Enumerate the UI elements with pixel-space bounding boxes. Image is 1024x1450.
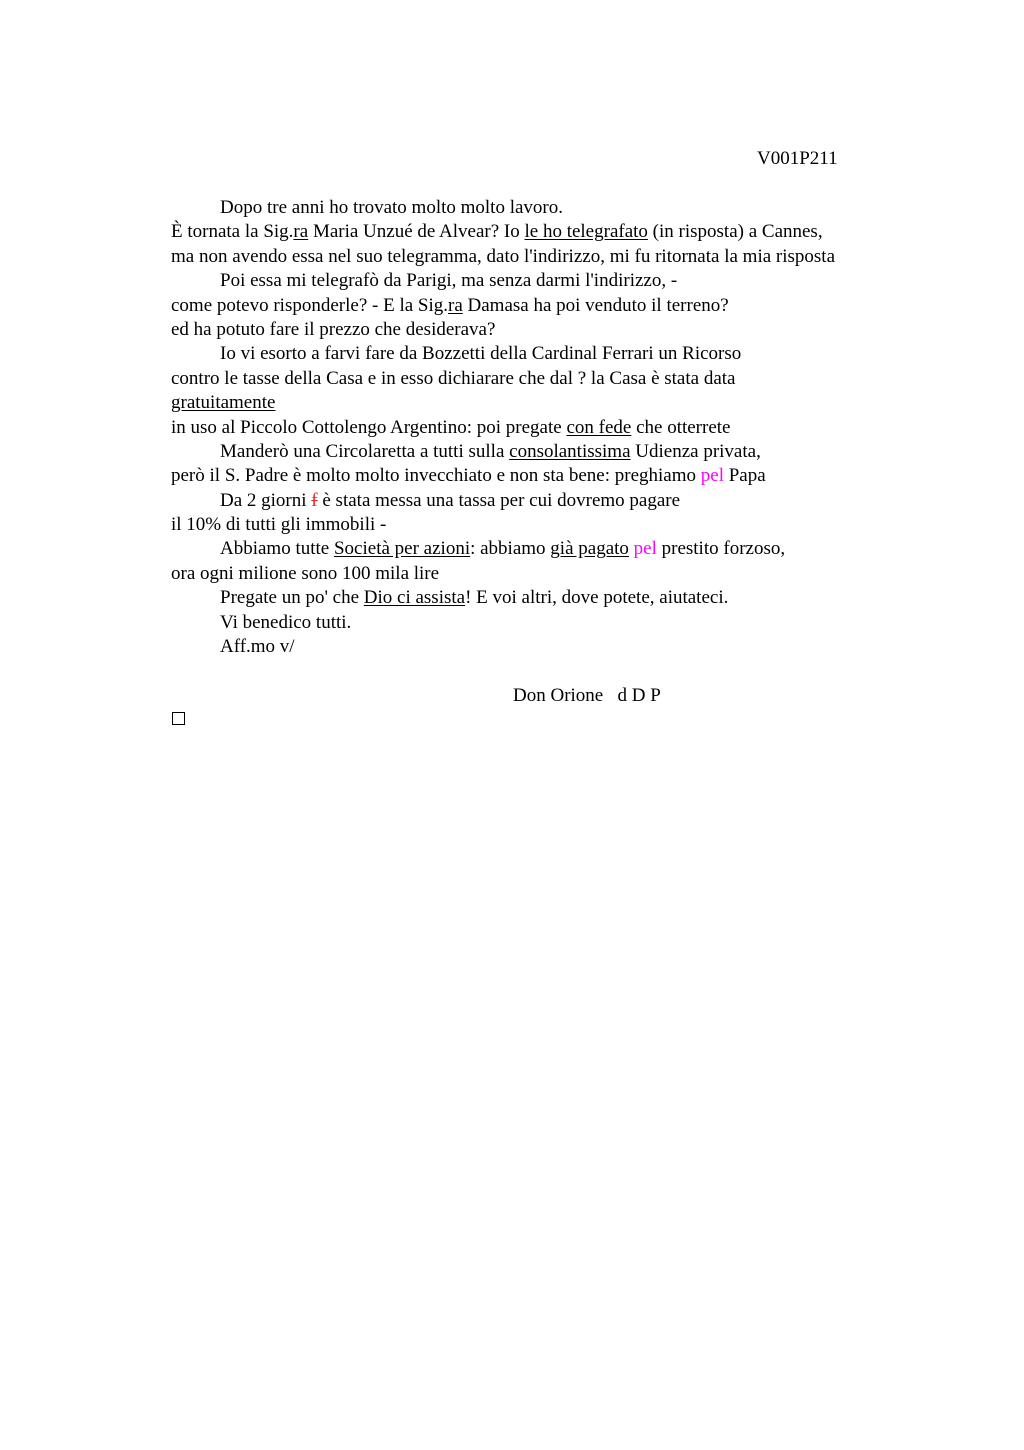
letter-line [171,440,931,464]
highlighted-word: pel [700,465,724,487]
text-segment: Maria Unzué de Alvear? Io [308,221,525,243]
text-segment: Damasa ha poi venduto il terreno? [462,294,729,316]
text-segment: Dopo tre anni ho trovato molto molto lavoro. [220,197,564,218]
letter-line [171,513,931,537]
square-outline-icon [172,712,185,725]
letter-line [171,294,931,318]
text-segment: prestito forzoso, [656,538,786,560]
text-segment: Da 2 giorni [220,489,312,511]
letter-line [171,611,931,635]
underlined-text: consolantissima [509,440,631,462]
text-segment: (in risposta) a Cannes, [647,221,823,243]
text-segment: in uso al Piccolo Cottolengo Argentino: poi pregate [171,416,567,438]
underlined-text: già pagato [550,538,629,560]
text-segment: però il S. Padre è molto molto invecchiato e non sta bene: preghiamo [171,465,701,487]
text-segment: Udienza privata, [630,440,761,462]
text-segment: Abbiamo tutte [220,538,334,560]
underlined-text: gratuitamente [171,392,276,414]
text-segment: Papa [723,465,766,487]
letter-line [171,196,931,220]
text-segment: che otterrete [631,416,731,438]
text-segment: Poi essa mi telegrafò da Parigi, ma senza darmi l'indirizzo, - [220,270,678,292]
text-segment: il 10% di tutti gli immobili - [171,514,387,536]
underlined-text: ra [448,294,463,316]
letter-line [171,562,931,586]
letter-line [171,635,931,659]
text-segment: è stata messa una tassa per cui dovremo pagare [317,489,681,511]
underlined-text: Dio ci assista [363,587,466,609]
letter-line [171,342,931,366]
underlined-text: Società per azioni [333,538,471,560]
text-segment: Aff.mo v/ [220,636,295,658]
page-id: V001P211 [757,148,838,169]
highlighted-word: pel [633,538,657,560]
text-segment: ed ha potuto fare il prezzo che desiderava? [171,318,496,340]
underlined-text: ra [293,221,309,243]
letter-line [171,367,931,391]
text-segment: È tornata la Sig. [171,221,294,243]
signature: Don Orione d D P [513,685,661,706]
underlined-text: le ho telegrafato [524,221,648,243]
text-segment: contro le tasse della Casa e in esso dichiarare che dal ? la Casa è stata data [171,367,736,389]
letter-line [171,220,931,244]
text-segment: Manderò una Circolaretta a tutti sulla [220,440,510,462]
struck-through-text: f [311,489,318,511]
letter-line [171,464,931,488]
text-segment: Pregate un po' che [220,587,364,609]
letter-body [171,196,931,659]
letter-line [171,537,931,561]
letter-line [171,245,931,269]
letter-line [171,489,931,513]
text-segment: ! E voi altri, dove potete, aiutateci. [465,587,729,609]
letter-line [171,416,931,440]
text-segment: ma non avendo essa nel suo telegramma, dato l'indirizzo, mi fu ritornata la mia risposta [171,245,836,267]
text-segment: : abbiamo [470,538,551,560]
letter-line [171,318,931,342]
letter-line [171,391,931,415]
text-segment: Vi benedico tutti. [220,611,352,633]
letter-line [171,269,931,293]
text-segment: Io vi esorto a farvi fare da Bozzetti della Cardinal Ferrari un Ricorso [220,343,742,365]
underlined-text: con fede [566,416,632,438]
text-segment: ora ogni milione sono 100 mila lire [171,562,440,584]
text-segment: come potevo risponderle? - E la Sig. [171,294,449,316]
letter-line [171,586,931,610]
